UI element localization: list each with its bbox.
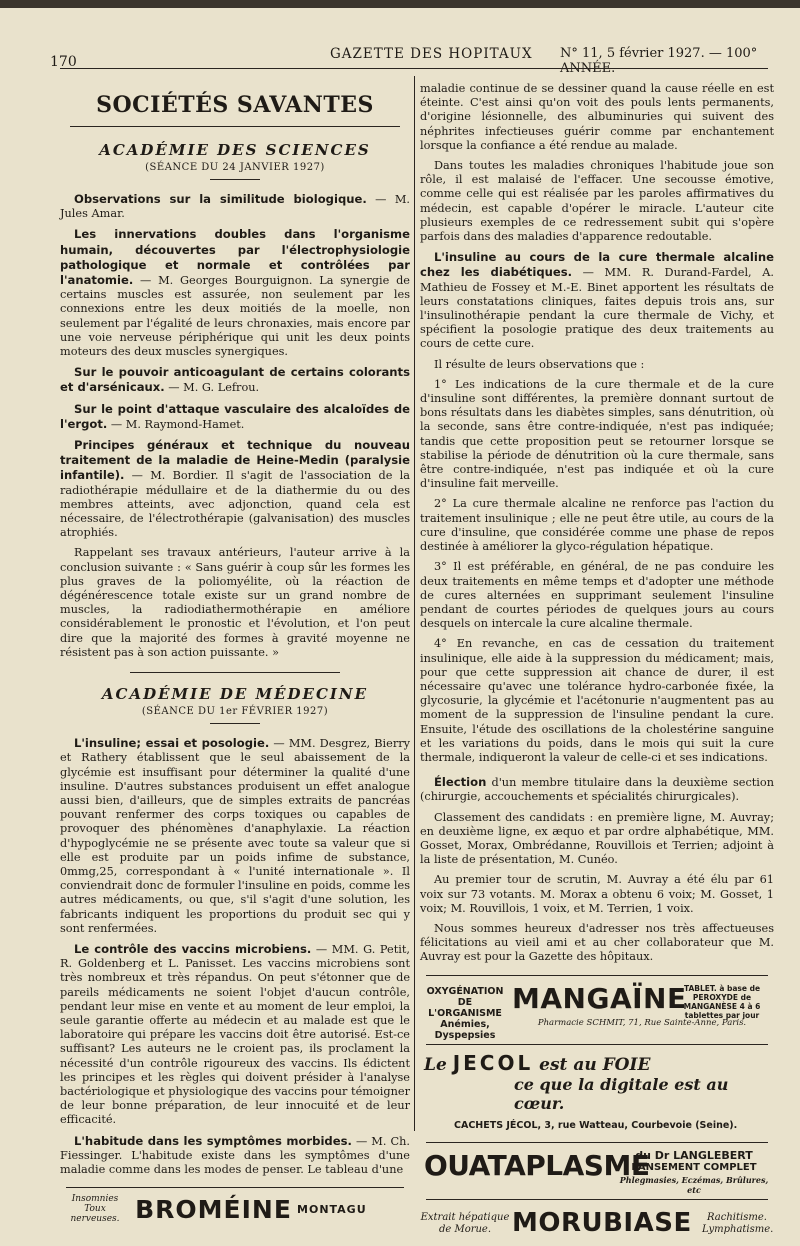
academy-medecine-title: ACADÉMIE DE MÉDECINE xyxy=(101,685,369,704)
ad-ouataplasme-maker: du Dr LANGLEBERT xyxy=(635,1148,753,1162)
paragraph: Dans toutes les maladies chroniques l'habitude joue son rôle, il est malaisé de l'effacer. Une secousse émotive, comme celle qui est réalisée par les paroles affirmatives du médecin, est capable d'opérer le miracle. L'auteur cite plusieurs exemples de ce redressement subit qui s'opère parfois dans des maladies d'apparence redoutable. xyxy=(420,159,774,244)
academy-sciences-date: (SÉANCE DU 24 JANVIER 1927) xyxy=(145,162,325,173)
article-habitude xyxy=(60,1134,410,1178)
short-rule xyxy=(210,179,260,180)
section-title: SOCIÉTÉS SAVANTES xyxy=(96,92,374,118)
article-text: d'un membre titulaire dans la deuxième section (chirurgie, accouchements et spécialités chirurgicales). xyxy=(420,776,774,804)
article-text: — MM. G. Petit, R. Goldenberg et L. Panisset. Les vaccins microbiens sont très nombreux et très répandus. On peut s'étonner que de pareils médicaments ne soient l'objet d'aucun contrôle, pendant leur mise en vente et au moment de leur emploi, la seule garantie offerte au médecin et au malade est que le laboratoire qui prépare les vaccins doit être autorisé. Est-ce suffisant? Les auteurs ne le croient pas, ils proclament la nécessité d'un contrôle rigoureux des vaccins. Ils édictent les principes et les règles qui doivent présider à l'analyse bactériologique et physiologique des vaccins pour témoigner de leur bonne préparation, de leur innocuité et de leur efficacité. xyxy=(60,942,410,1127)
article-election xyxy=(420,775,774,804)
article-vaccins xyxy=(60,942,410,1128)
ad-bromeine-name: BROMÉINE xyxy=(135,1194,292,1224)
paragraph: Nous sommes heureux d'adresser nos très affectueuses félicitations au vieil ami et au cher collaborateur que M. Auvray est pour la Gazette des hôpitaux. xyxy=(420,921,774,964)
ad-bromeine-maker: MONTAGU xyxy=(297,1202,367,1216)
divider-rule xyxy=(130,672,340,673)
article-heine-medin xyxy=(60,438,410,540)
article-heading: L'insuline; essai et posologie. xyxy=(74,736,270,751)
ad-ouataplasme-name: OUATAPLASME xyxy=(424,1148,650,1182)
left-column xyxy=(60,90,410,1225)
ad-jecol-slogan-2: ce que la digitale est au cœur. xyxy=(514,1074,729,1113)
paragraph: Au premier tour de scrutin, M. Auvray a été élu par 61 voix sur 73 votants. M. Morax a obtenu 6 voix; M. Gosset, 1 voix; M. Rouvillois, 1 voix, et M. Terrien, 1 voix. xyxy=(420,873,774,915)
paragraph: Classement des candidats : en première ligne, M. Auvray; en deuxième ligne, ex æquo et par ordre alphabétique, MM. Gosset, Morax, Ombrédanne, Rouvillois et Terrien; adjoint à la liste de présentation, M. Cunéo. xyxy=(420,810,774,867)
article-text: — MM. Desgrez, Bierry et Rathery établissent que le seul abaissement de la glycémie est insuffisant pour déterminer la qualité d'une insuline. D'autres substances produisent un effet analogue aussi bien, d'ailleurs, que de simples extraits de pancréas pouvant renfermer des corps toxiques ou capables de provoquer des phénomènes d'anaphylaxie. La réaction d'hypoglycémie ne se présente avec toute sa valeur que si elle est produite par un poids infime de substance, 0mmg,25, correspondant à « l'unité internationale ». Il conviendrait donc de formuler l'insuline en poids, comme les autres médicaments, ou que, s'il s'agit d'une solution, les fabricants indiquent les proportions du produit sec qui y sont renfermées. xyxy=(60,737,410,935)
paragraph: Il résulte de leurs observations que : xyxy=(434,357,645,371)
ad-rule xyxy=(426,1199,768,1200)
article-heading: Sur le pouvoir anticoagulant de certains colorants et d'arsénicaux. xyxy=(60,365,410,395)
article-text: — M. Ch. Fiessinger. L'habitude existe dans les symptômes d'une maladie comme dans les modes de penser. Le tableau d'une xyxy=(60,1134,410,1176)
ad-ouataplasme-sub: PANSEMENT COMPLET xyxy=(631,1161,757,1173)
ad-rule xyxy=(426,1044,768,1045)
article-heading: L'insuline au cours de la cure thermale alcaline chez les diabétiques. xyxy=(420,250,774,280)
article-text: — MM. R. Durand-Fardel, A. Mathieu de Fossey et M.-E. Binet apportent les résultats de leurs constatations cliniques, faites depuis trois ans, sur l'insulinothérapie pendant la cure thermale de Vichy, et spécifient la posologie pratique des deux traitements au cours de cette cure. xyxy=(420,266,774,351)
ad-morubiase-right: Rachitisme. Lymphatisme. xyxy=(702,1211,774,1235)
page-header xyxy=(0,38,800,76)
ad-mangaine-claim: OXYGÉNATION DE L'ORGANISME Anémies, Dyspepsies xyxy=(426,985,504,1041)
academy-sciences-title: ACADÉMIE DES SCIENCES xyxy=(99,141,371,159)
issue-info: N° 11, 5 février 1927. — 100° ANNÉE. xyxy=(560,46,758,76)
paragraph: 1° Les indications de la cure thermale et de la cure d'insuline sont différentes, la première donnant surtout de bons résultats dans les diabètes simples, sans dénutrition, où la seconde, sans être contre-indiquée, n'est pas indiquée; tandis que cette proposition peut se retourner lorsque se stabilise la période de dénutrition où la cure thermale, sans être contre-indiquée, n'est pas indiquée et où la cure d'insuline fait merveille. xyxy=(420,377,774,491)
paragraph: 4° En revanche, en cas de cessation du traitement insulinique, elle aide à la suppression du médicament; mais, pour que cette suppression ait chance de durer, il est nécessaire qu'avec une tolérance hydro-carbonée fixée, la glycosurie, la glycémie et l'acétonurie n'augmentent pas au moment de la suppression de l'insuline pendant la cure. Ensuite, l'étude des oscillations de la cholestérine sanguine et les variations du poids, dans le mois qui suit la cure thermale, indiqueront la valeur de celle-ci et ses indications. xyxy=(420,637,774,764)
article-text: — M. Georges Bourguignon. La synergie de certains muscles est assurée, non seulement par les connexions entre les deux moitiés de la moelle, non seulement par l'égalité de leurs chronaxies, mais encore par une voie nerveuse périphérique qui unit les deux points moteurs des deux muscles synergiques. xyxy=(60,274,410,359)
ad-morubiase xyxy=(420,1206,774,1246)
ad-ouataplasme-uses: Phlegmasies, Eczémas, Brûlures, etc xyxy=(619,1174,769,1195)
academy-medecine-date: (SÉANCE DU 1er FÉVRIER 1927) xyxy=(141,706,329,718)
article-heading: Sur le point d'attaque vasculaire des alcaloïdes de l'ergot. xyxy=(60,401,410,431)
article-text: — M. G. Lefrou. xyxy=(164,381,260,395)
right-column xyxy=(420,82,774,1238)
article-heading: Principes généraux et technique du nouveau traitement de la maladie de Heine-Medin (paralysie infantile). xyxy=(60,438,410,483)
short-rule xyxy=(210,723,260,724)
article-ergot xyxy=(60,402,410,432)
article-text: — M. Raymond-Hamet. xyxy=(107,417,245,431)
ad-jecol-intro: Le xyxy=(424,1054,447,1075)
article-innervations xyxy=(60,227,410,359)
article-heading: L'habitude dans les symptômes morbides. xyxy=(74,1133,352,1148)
article-heading: Observations sur la similitude biologique. xyxy=(74,192,367,206)
ad-morubiase-name: MORUBIASE xyxy=(512,1207,692,1238)
paragraph: Rappelant ses travaux antérieurs, l'auteur arrive à la conclusion suivante : « Sans guérir à coup sûr les formes les plus graves de la poliomyélite, où la réaction de dégénérescence totale existe sur un grand nombre de muscles, la radiodiathermothérapie en améliore considérablement le pronostic et l'évolution, et l'on peut dire que la majorité des formes à gravité moyenne ne résistent pas à son action puissante. » xyxy=(60,546,410,659)
header-rule xyxy=(60,68,768,69)
ad-bromeine-uses: Insomnies Toux nerveuses. xyxy=(70,1194,120,1225)
journal-title: GAZETTE DES HOPITAUX xyxy=(330,46,533,62)
ad-rule xyxy=(426,975,768,976)
ad-jecol-address: CACHETS JÉCOL, 3, rue Watteau, Courbevoie (Seine). xyxy=(454,1119,738,1131)
ad-mangaine-maker: Pharmacie SCHMIT, 71, Rue Sainte-Anne, Paris. xyxy=(537,1017,747,1028)
paragraph: maladie continue de se dessiner quand la cause réelle en est éteinte. C'est ainsi qu'on voit des pouls lents permanents, d'origine lésionnelle, des albuminuries qui suivent des néphrites infectieuses guérir comme par enchantement lorsque la confiance a été rendue au malade. xyxy=(420,82,774,152)
article-insuline-vichy xyxy=(420,250,774,351)
ad-rule xyxy=(426,1142,768,1143)
article-text: — M. Bordier. Il s'agit de l'association de la radiothérapie médullaire et de la diathermie du ou des membres atteints, avec adjonction, quand cela est nécessaire, de l'électrothérapie (galvanisation) des muscles atrophiés. xyxy=(60,469,410,540)
column-divider xyxy=(414,76,415,1131)
article-text: — M. Jules Amar. xyxy=(60,193,410,221)
ad-mangaine-detail: TABLET. à base de PEROXYDE de MANGANÈSE 4 à 6 tablettes par jour xyxy=(683,983,761,1020)
article-heading: Élection xyxy=(434,775,487,790)
paragraph: 3° Il est préférable, en général, de ne pas conduire les deux traitements en même temps et d'adopter une méthode de cures alternées en supprimant seulement l'insuline pendant de courtes périodes de quelques jours au cours desquels on intercale la cure alcaline thermale. xyxy=(420,560,774,631)
ad-ouataplasme xyxy=(420,1148,774,1195)
section-rule xyxy=(70,126,400,127)
paragraph: 2° La cure thermale alcaline ne renforce pas l'action du traitement insulinique ; elle ne peut être utile, au cours de la cure d'insuline, que considérée comme une phase de repos destinée à améliorer la glyco-régulation hépatique. xyxy=(420,497,774,554)
ad-morubiase-left: Extrait hépatique de Morue. xyxy=(420,1211,510,1235)
ad-mangaine-name: MANGAÏNE xyxy=(512,981,687,1015)
article-similitude xyxy=(60,192,410,221)
ad-rule xyxy=(66,1187,404,1188)
page-number: 170 xyxy=(50,54,77,70)
article-anticoagulant xyxy=(60,365,410,395)
ad-jecol xyxy=(420,1051,774,1132)
article-heading: Les innervations doubles dans l'organisme humain, découvertes par l'électrophysiologie pathologique et normale et contrôlées par l'anatomie. xyxy=(60,227,410,288)
article-insuline xyxy=(60,736,410,936)
top-dark-band xyxy=(0,0,800,8)
ad-mangaine xyxy=(420,981,774,1041)
ad-bromeine xyxy=(60,1194,410,1224)
ad-jecol-name: JECOL xyxy=(452,1050,534,1075)
article-heading: Le contrôle des vaccins microbiens. xyxy=(74,941,312,956)
ad-jecol-slogan-1: est au FOIE xyxy=(539,1054,651,1075)
